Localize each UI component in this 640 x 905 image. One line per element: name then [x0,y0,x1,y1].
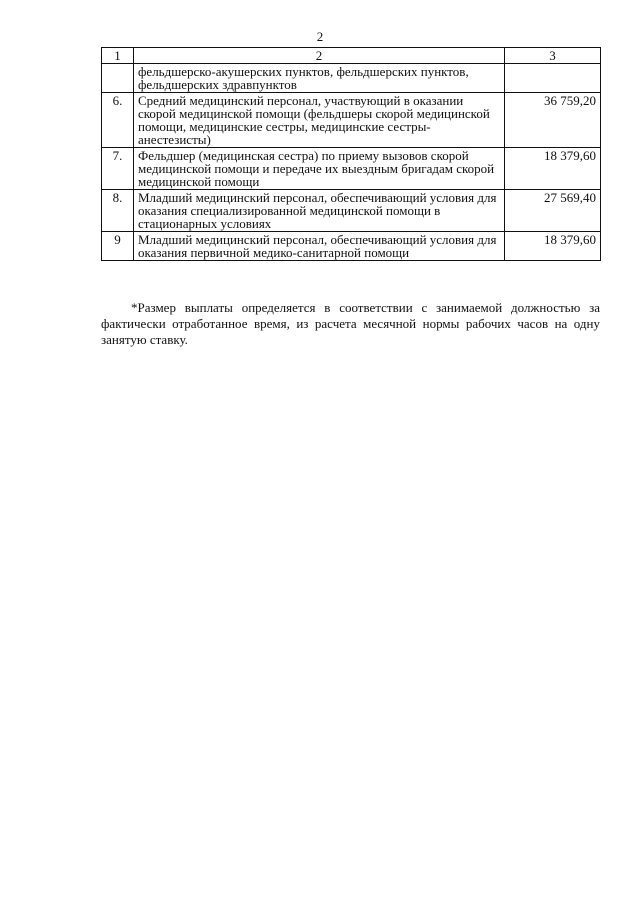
row-number: 6. [102,93,134,148]
table-row [102,148,601,190]
header-column-1: 1 [102,48,134,64]
row-personnel-category: Младший медицинский персонал, обеспечивающий условия для оказания первичной медико-санитарной помощи [134,232,505,261]
row-amount: 27 569,40 [505,190,601,232]
row-number: 8. [102,190,134,232]
row-number: 9 [102,232,134,261]
row-personnel-category: Фельдшер (медицинская сестра) по приему вызовов скорой медицинской помощи и передаче их выездным бригадам скорой медицинской помощи [134,148,505,190]
table-row [102,232,601,261]
footnote [101,300,600,348]
row-personnel-category: Младший медицинский персонал, обеспечивающий условия для оказания специализированной медицинской помощи в стационарных условиях [134,190,505,232]
table-row [102,64,601,93]
row-personnel-category: фельдшерско-акушерских пунктов, фельдшерских пунктов, фельдшерских здравпунктов [134,64,505,93]
table-header-row [102,48,601,64]
page-number: 2 [316,29,324,44]
header-column-2: 2 [134,48,505,64]
row-amount: 36 759,20 [505,93,601,148]
row-amount: 18 379,60 [505,232,601,261]
row-amount [505,64,601,93]
footnote-text: *Размер выплаты определяется в соответствии с занимаемой должностью за фактически отработанное время, из расчета месячной нормы рабочих часов на одну занятую ставку. [101,300,600,347]
row-personnel-category: Средний медицинский персонал, участвующий в оказании скорой медицинской помощи (фельдшеры скорой медицинской помощи, медицинские сестры, медицинские сестры-анестезисты) [134,93,505,148]
header-column-3: 3 [505,48,601,64]
row-number [102,64,134,93]
row-amount: 18 379,60 [505,148,601,190]
row-number: 7. [102,148,134,190]
payments-table [101,47,601,261]
table-row [102,190,601,232]
table-row [102,93,601,148]
